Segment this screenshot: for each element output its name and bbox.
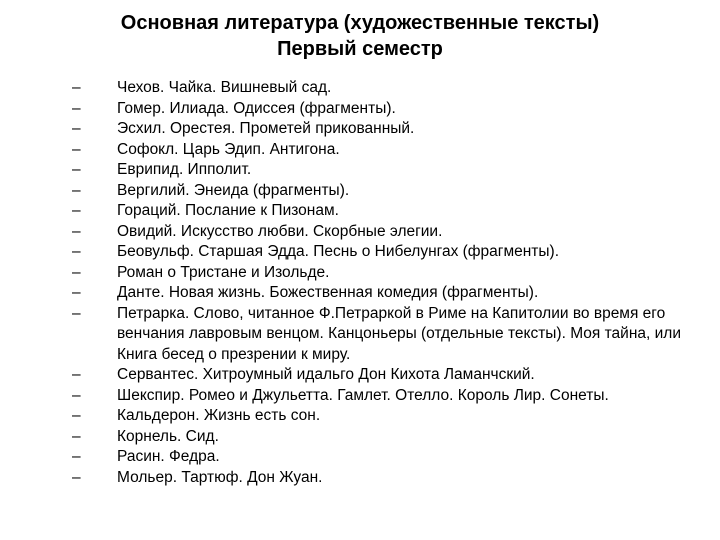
bullet-dash: – <box>72 161 81 178</box>
list-item-text: Чехов. Чайка. Вишневый сад. <box>117 79 332 96</box>
bullet-dash: – <box>72 284 81 301</box>
list-item <box>72 140 692 161</box>
list-item-text: Гомер. Илиада. Одиссея (фрагменты). <box>117 99 396 117</box>
list-item <box>72 283 692 304</box>
list-item <box>72 78 692 99</box>
title-line-2: Первый семестр <box>277 38 443 60</box>
list-item-text: Беовульф. Старшая Эдда. Песнь о Нибелунгах (фрагменты). <box>117 243 559 260</box>
list-item-text: Вергилий. Энеида (фрагменты). <box>117 181 350 199</box>
list-item <box>72 201 692 222</box>
list-item-text: Расин. Федра. <box>117 448 220 465</box>
list-item <box>72 119 692 140</box>
list-item <box>72 304 692 366</box>
list-item <box>72 263 692 284</box>
bullet-dash: – <box>72 222 81 240</box>
bullet-dash: – <box>72 140 81 158</box>
bullet-dash: – <box>72 120 81 137</box>
list-item <box>72 427 692 448</box>
bullet-dash: – <box>72 263 81 281</box>
list-item-text: Роман о Тристане и Изольде. <box>117 263 330 281</box>
bullet-dash: – <box>72 407 81 424</box>
bullet-dash: – <box>72 366 81 383</box>
bullet-dash: – <box>72 99 81 117</box>
list-item-text: Овидий. Искусство любви. Скорбные элегии. <box>117 222 443 240</box>
list-item-text: Корнель. Сид. <box>117 427 219 445</box>
list-item <box>72 468 692 489</box>
list-item-text: Эсхил. Орестея. Прометей прикованный. <box>117 120 415 137</box>
list-item <box>72 242 692 263</box>
bullet-dash: – <box>72 304 81 322</box>
list-item-text: Мольер. Тартюф. Дон Жуан. <box>117 468 323 486</box>
list-item <box>72 406 692 427</box>
bullet-dash: – <box>72 427 81 445</box>
slide-title <box>40 10 680 62</box>
list-item-text: Данте. Новая жизнь. Божественная комедия (фрагменты). <box>117 284 539 301</box>
list-item-text: Софокл. Царь Эдип. Антигона. <box>117 140 340 158</box>
list-item <box>72 386 692 407</box>
list-item-text: Шекспир. Ромео и Джульетта. Гамлет. Отелло. Король Лир. Сонеты. <box>117 386 609 404</box>
list-item <box>72 365 692 386</box>
title-line-1: Основная литература (художественные тексты) <box>120 12 600 34</box>
bullet-dash: – <box>72 243 81 260</box>
list-item <box>72 160 692 181</box>
bullet-dash: – <box>72 468 81 486</box>
bullet-dash: – <box>72 79 81 96</box>
list-item-text: Кальдерон. Жизнь есть сон. <box>117 407 321 424</box>
list-item-text: Сервантес. Хитроумный идальго Дон Кихота Ламанчский. <box>117 366 535 383</box>
list-item-text: Петрарка. Слово, читанное Ф.Петраркой в Риме на Капитолии во время его венчания лавровым венцом. Канцоньеры (отдельные тексты). Моя тайна, или Книга бесед о презрении к миру. <box>117 304 681 363</box>
bullet-dash: – <box>72 202 81 219</box>
bullet-dash: – <box>72 181 81 199</box>
bullet-dash: – <box>72 448 81 465</box>
bullet-dash: – <box>72 386 81 404</box>
reading-list <box>72 78 692 488</box>
list-item <box>72 222 692 243</box>
list-item-text: Гораций. Послание к Пизонам. <box>117 202 339 219</box>
list-item <box>72 99 692 120</box>
list-item <box>72 181 692 202</box>
list-item <box>72 447 692 468</box>
list-item-text: Еврипид. Ипполит. <box>117 161 252 178</box>
